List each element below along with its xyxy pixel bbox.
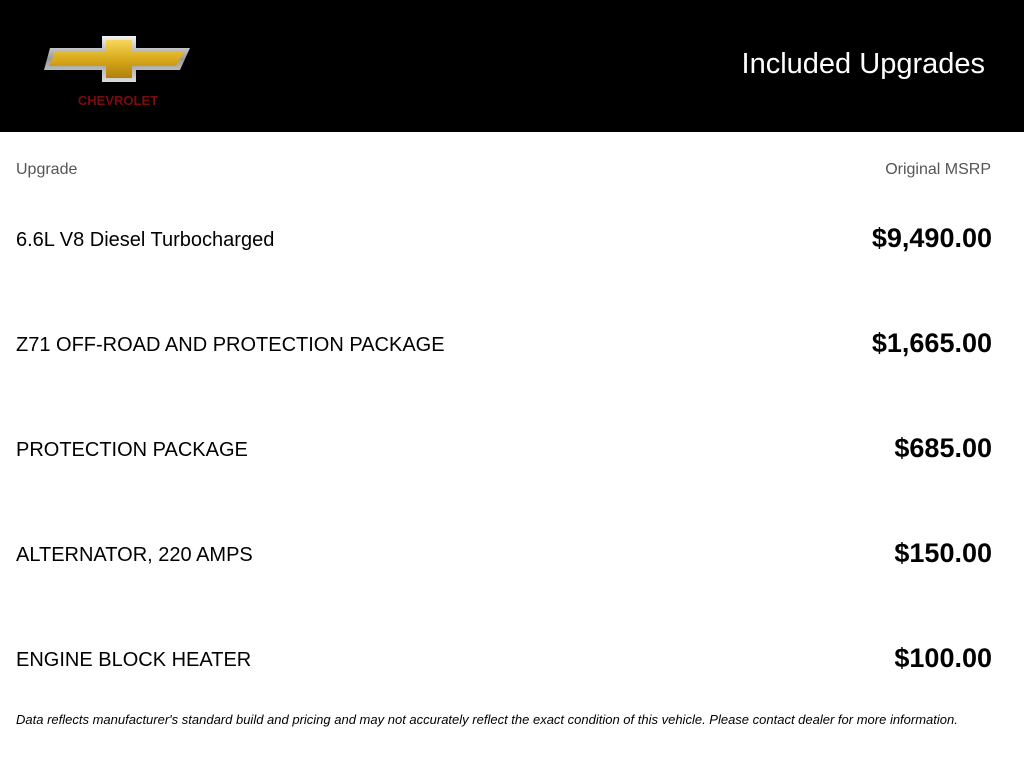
- disclaimer-text: Data reflects manufacturer's standard build and pricing and may not accurately reflect the exact condition of this vehicle. Please contact dealer for more information.: [16, 712, 958, 727]
- upgrade-price: $100.00: [894, 643, 992, 673]
- table-row: [16, 220, 992, 260]
- upgrade-name: ALTERNATOR, 220 AMPS: [16, 544, 253, 566]
- upgrade-name: PROTECTION PACKAGE: [16, 439, 248, 461]
- table-row: [16, 640, 992, 680]
- chevrolet-logo-icon: [44, 34, 194, 110]
- page-header: [0, 0, 1024, 132]
- upgrade-price: $685.00: [894, 433, 992, 463]
- column-header-msrp: Original MSRP: [885, 161, 991, 178]
- table-row: [16, 325, 992, 365]
- upgrade-price: $1,665.00: [871, 328, 992, 358]
- column-header-upgrade: Upgrade: [16, 161, 78, 178]
- upgrade-name: 6.6L V8 Diesel Turbocharged: [16, 229, 275, 251]
- table-row: [16, 535, 992, 575]
- upgrade-price: $150.00: [894, 538, 992, 568]
- upgrade-name: ENGINE BLOCK HEATER: [16, 649, 252, 671]
- upgrade-price: $9,490.00: [871, 223, 992, 253]
- logo-wordmark: CHEVROLET: [77, 93, 159, 108]
- table-row: [16, 430, 992, 470]
- upgrade-name: Z71 OFF-ROAD AND PROTECTION PACKAGE: [16, 334, 445, 356]
- page-title: Included Upgrades: [741, 48, 985, 80]
